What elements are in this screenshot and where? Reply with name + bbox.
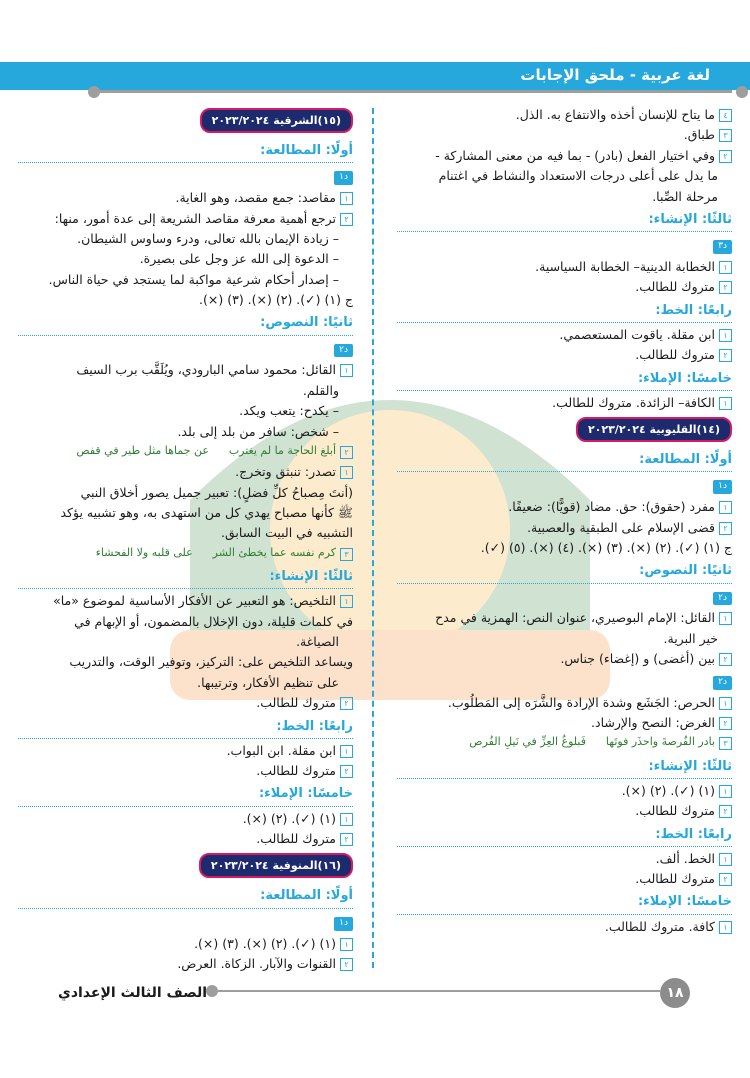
exam-badge: (١٥)الشرقية ٢٠٢٣/٢٠٢٤ <box>200 108 353 133</box>
answer-line: ١ الخط. ألف. <box>397 849 732 868</box>
numbered-square-icon: ١ <box>719 397 732 410</box>
answer-line: ٢ ترجع أهمية معرفة مقاصد الشريعة إلى عدة أمور، منها: <box>18 209 353 228</box>
exam-badge: (١٦)المنوفية ٢٠٢٣/٢٠٢٤ <box>199 853 353 878</box>
numbered-square-icon: ١ <box>340 745 353 758</box>
numbered-square-icon: ١ <box>719 329 732 342</box>
answer-line: – إصدار أحكام شرعية مواكبة لما يستجد في حياة الناس. <box>48 271 339 287</box>
section-heading: أولًا: المطالعة: <box>18 886 353 908</box>
numbered-square-icon: ٣ <box>719 737 732 750</box>
section-heading: أولًا: المطالعة: <box>397 450 732 472</box>
page-title: لغة عربية - ملحق الإجابات <box>520 66 710 84</box>
verse-line: ٣ كرم نفسه عما يخطئ الشر على قلبه ولا الفحشاء <box>18 544 353 563</box>
numbered-square-icon: ١ <box>340 466 353 479</box>
answer-line: ج (١) (✓). (٢) (×). (٣) (×). (٤) (×). (٥) (✓). <box>480 539 732 555</box>
numbered-square-icon: ٢ <box>340 765 353 778</box>
answer-line: ٢ بين (أغضى) و (إغضاء) جناس. <box>397 649 732 668</box>
answer-line: – يكدح: يتعب ويكد. <box>239 403 339 419</box>
answer-line: الصياغة. <box>296 634 339 650</box>
numbered-square-icon: ٣ <box>719 129 732 142</box>
right-column <box>397 104 732 937</box>
answer-line: ١ الكافة– الزائدة. متروك للطالب. <box>397 393 732 412</box>
section-heading: ثالثًا: الإنشاء: <box>397 210 732 232</box>
numbered-square-icon: ١ <box>340 595 353 608</box>
numbered-square-icon: ٢ <box>719 717 732 730</box>
section-heading: أولًا: المطالعة: <box>18 141 353 163</box>
numbered-square-icon: ٢ <box>719 653 732 666</box>
header-rule <box>92 90 732 93</box>
answer-line: ١ القائل: محمود سامي البارودي، ويُلَقَّب برب السيف <box>18 360 353 379</box>
numbered-square-icon: ١ <box>719 697 732 710</box>
answer-line: ١ الحرص: الجَشَع وشدة الإرادة والشَّرَه إلى المَطلُوب. <box>397 693 732 712</box>
question-tag: د١ <box>713 480 732 494</box>
answer-line: ﷺ كأنها مصباح يهدي كل من استهدى به، وهو تشبيه يؤكد <box>60 505 353 521</box>
answer-line: ١ (١) (✓). (٢) (×). (٣) (×). <box>18 934 353 953</box>
answer-line: ٤ ما يتاح للإنسان أخذه والانتفاع به. الذل. <box>397 105 732 124</box>
answer-line: ما يدل على أعلى درجات الاستعداد والنشاط في اغتنام <box>438 168 718 184</box>
verse-line: ٢ أبلغ الحاجة ما لم يغترب عن جماها مثل طير في قفص <box>18 442 353 461</box>
answer-line: ٢ متروك للطالب. <box>397 277 732 296</box>
answer-line: ج (١) (✓). (٢) (×). (٣) (×). <box>199 292 353 307</box>
numbered-square-icon: ٢ <box>340 833 353 846</box>
section-heading: ثانيًا: النصوص: <box>18 313 353 335</box>
rule-dot-right <box>736 86 748 98</box>
answer-line: ١ ابن مقلة. ابن البواب. <box>18 741 353 760</box>
footer-rule <box>210 990 660 992</box>
numbered-square-icon: ١ <box>719 785 732 798</box>
section-heading: رابعًا: الخط: <box>397 825 732 847</box>
answer-line: ١ تصدر: تنبثق وتخرج. <box>18 462 353 481</box>
numbered-square-icon: ١ <box>340 364 353 377</box>
numbered-square-icon: ٢ <box>719 150 732 163</box>
question-tag: د١ <box>334 917 353 931</box>
section-heading: رابعًا: الخط: <box>18 717 353 739</box>
answer-line: ١ مقاصد: جمع مقصد، وهو الغاية. <box>18 188 353 207</box>
section-heading: رابعًا: الخط: <box>397 301 732 323</box>
question-tag: د٢ <box>713 676 732 690</box>
answer-line: (أنتَ مِصباحُ كلِّ فضلٍ): تعبير جميل يصور أخلاق النبي <box>80 484 353 500</box>
numbered-square-icon: ٢ <box>719 805 732 818</box>
section-heading: خامسًا: الإملاء: <box>397 369 732 391</box>
answer-line: ٢ القنوات والآبار. الزكاة. العرض. <box>18 954 353 973</box>
numbered-square-icon: ٣ <box>340 548 353 561</box>
answer-line: ٢ قضى الإسلام على الطبقية والعصبية. <box>397 518 732 537</box>
answer-line: ٢ متروك للطالب. <box>18 761 353 780</box>
answer-line: ٢ متروك للطالب. <box>397 801 732 820</box>
column-divider <box>372 108 374 968</box>
section-heading: ثالثًا: الإنشاء: <box>18 567 353 589</box>
numbered-square-icon: ١ <box>719 853 732 866</box>
question-tag: د١ <box>334 171 353 185</box>
numbered-square-icon: ٤ <box>719 109 732 122</box>
answer-line: ٢ متروك للطالب. <box>18 693 353 712</box>
numbered-square-icon: ٢ <box>719 873 732 886</box>
answer-line: ٢ متروك للطالب. <box>397 345 732 364</box>
rule-dot-left <box>88 86 100 98</box>
numbered-square-icon: ١ <box>719 261 732 274</box>
section-heading: ثانيًا: النصوص: <box>397 561 732 583</box>
answer-line: في كلمات قليلة، دون الإخلال بالمضمون، أو الإبهام في <box>74 613 353 629</box>
numbered-square-icon: ١ <box>719 501 732 514</box>
numbered-square-icon: ٢ <box>719 349 732 362</box>
answer-line: – الدعوة إلى الله عز وجل على بصيرة. <box>139 251 339 267</box>
section-heading: خامسًا: الإملاء: <box>18 784 353 806</box>
answer-line: ١ ابن مقلة. ياقوت المستعصمي. <box>397 325 732 344</box>
answer-line: ١ مفرد (حقوق): حق. مضاد (قويًّا): ضعيفًا. <box>397 497 732 516</box>
question-tag: د٣ <box>713 240 732 254</box>
answer-line: ٢ متروك للطالب. <box>18 829 353 848</box>
numbered-square-icon: ٢ <box>340 697 353 710</box>
answer-line: خير البرية. <box>663 630 718 646</box>
footer-grade: الصف الثالث الإعدادي <box>58 985 208 1001</box>
answer-line: ٣ طباق. <box>397 125 732 144</box>
page-number: ١٨ <box>660 978 690 1008</box>
answer-line: والقلم. <box>302 382 339 398</box>
answer-line: ١ (١) (✓). (٢) (×). <box>397 781 732 800</box>
section-heading: ثالثًا: الإنشاء: <box>397 757 732 779</box>
question-tag: د٢ <box>713 592 732 606</box>
question-tag: د٢ <box>334 344 353 358</box>
footer-dot <box>206 985 218 997</box>
numbered-square-icon: ٢ <box>719 522 732 535</box>
numbered-square-icon: ٢ <box>340 213 353 226</box>
answer-line: مرحلة الصِّبا. <box>652 188 718 204</box>
section-heading: خامسًا: الإملاء: <box>397 892 732 914</box>
answer-line: ٢ متروك للطالب. <box>397 869 732 888</box>
verse-line: ٣ بادر الفُرصةَ واحذَر فوتَها فَبلوغُ العِزِّ في نَيلِ الفُرص <box>397 733 732 752</box>
answer-line: ١ (١) (✓). (٢) (×). <box>18 809 353 828</box>
answer-line: ويساعد التلخيص على: التركيز، وتوفير الوقت، والتدريب <box>69 654 353 670</box>
answer-line: – زيادة الإيمان بالله تعالى، ودرء وساوس الشيطان. <box>77 230 339 246</box>
numbered-square-icon: ١ <box>719 612 732 625</box>
numbered-square-icon: ٢ <box>340 958 353 971</box>
exam-badge: (١٤)القليوبية ٢٠٢٣/٢٠٢٤ <box>576 417 732 442</box>
answer-line: ٢ الغرض: النصح والإرشاد. <box>397 713 732 732</box>
answer-line: على تنظيم الأفكار، وترتيبها. <box>197 674 339 690</box>
numbered-square-icon: ٢ <box>719 281 732 294</box>
answer-line: – شخص: سافر من بلد إلى بلد. <box>177 423 339 439</box>
answer-line: ١ كافة. متروك للطالب. <box>397 917 732 936</box>
answer-line: ١ القائل: الإمام البوصيري، عنوان النص: الهمزية في مدح <box>397 608 732 627</box>
answer-line: التشبيه في البيت السابق. <box>221 525 353 541</box>
left-column <box>18 104 353 974</box>
numbered-square-icon: ١ <box>340 813 353 826</box>
numbered-square-icon: ١ <box>340 938 353 951</box>
numbered-square-icon: ١ <box>340 192 353 205</box>
answer-line: ٢ وفي اختيار الفعل (بادر) - بما فيه من معنى المشاركة - <box>397 146 732 165</box>
numbered-square-icon: ١ <box>719 921 732 934</box>
answer-line: ١ الخطابة الدينية– الخطابة السياسية. <box>397 257 732 276</box>
answer-line: ١ التلخيص: هو التعبير عن الأفكار الأساسية لموضوع «ما» <box>18 591 353 610</box>
numbered-square-icon: ٢ <box>340 446 353 459</box>
